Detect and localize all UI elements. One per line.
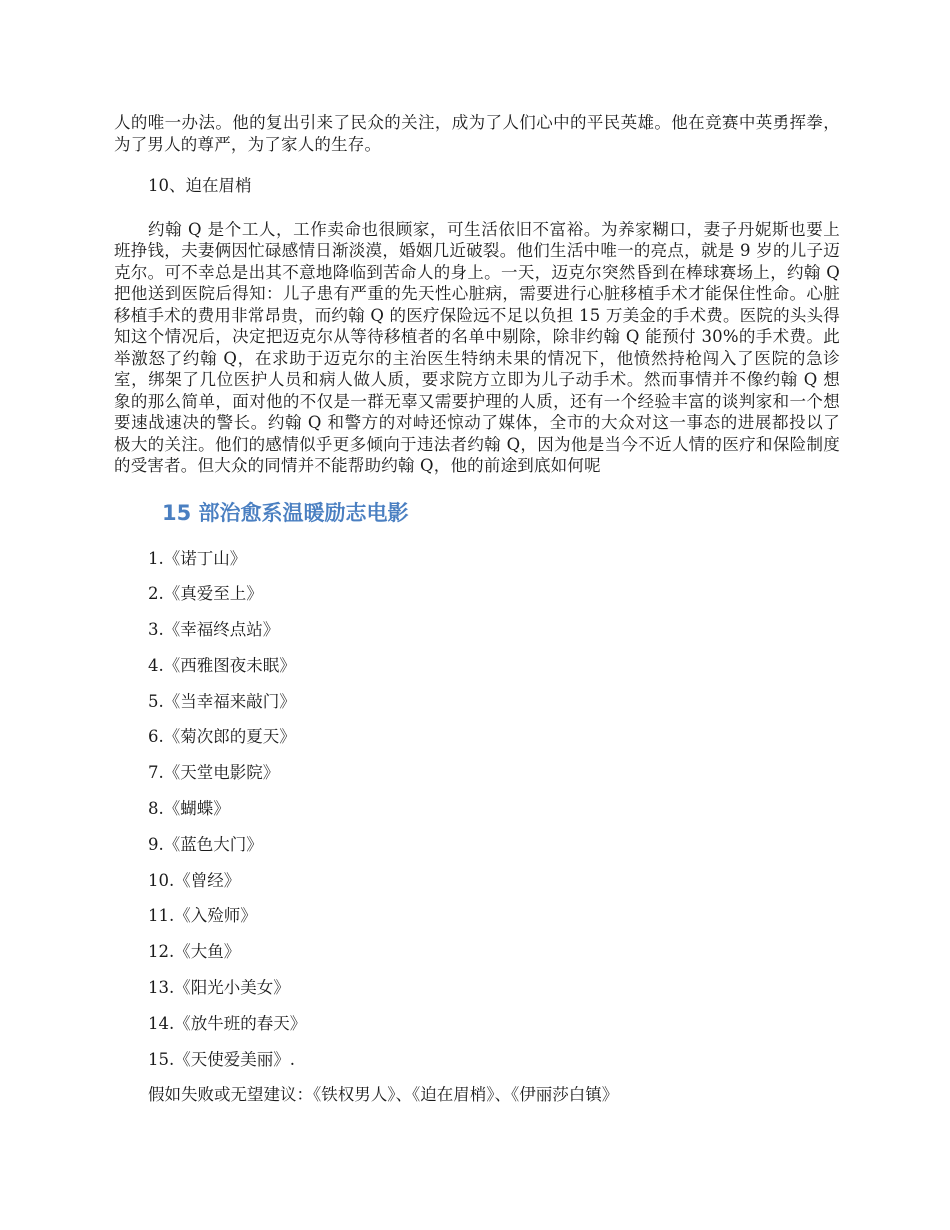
film-list bbox=[114, 548, 840, 1071]
film-list-item: 2.《真爱至上》 bbox=[148, 584, 263, 604]
subheading-item-10: 10、迫在眉梢 bbox=[148, 176, 252, 195]
film-list-item: 4.《西雅图夜未眠》 bbox=[148, 655, 296, 675]
section-title: 15 部治愈系温暖励志电影 bbox=[162, 500, 409, 525]
film-list-item: 6.《菊次郎的夏天》 bbox=[148, 727, 296, 747]
film-list-item: 8.《蝴蝶》 bbox=[148, 799, 230, 819]
film-list-item: 5.《当幸福来敲门》 bbox=[148, 691, 296, 711]
film-list-item: 7.《天堂电影院》 bbox=[148, 763, 280, 783]
film-list-item: 9.《蓝色大门》 bbox=[148, 834, 263, 854]
suggestion-line: 假如失败或无望建议：《铁权男人》、《迫在眉梢》、《伊丽莎白镇》 bbox=[148, 1085, 619, 1105]
film-list-item: 11.《入殓师》 bbox=[148, 906, 257, 926]
film-list-item: 12.《大鱼》 bbox=[148, 942, 241, 962]
body-paragraph: 约翰 Q 是个工人，工作卖命也很顾家，可生活依旧不富裕。为养家糊口，妻子丹妮斯也要上班挣钱，夫妻俩因忙碌感情日渐淡漠，婚姻几近破裂。他们生活中唯一的亮点，就是 9 岁的儿子迈克尔。可不幸总是出其不意地降临到苦命人的身上。一天，迈克尔突然昏到在棒球赛场上，约翰 Q 把他送到医院后得知：儿子患有严重的先天性心脏病，需要进行心脏移植手术才能保住性命。心脏移植手术的费用非常昂贵，而约翰 Q 的医疗保险远不足以负担 15 万美金的手术费。医院的头头得知这个情况后，决定把迈克尔从等待移植者的名单中剔除，除非约翰 Q 能预付 30%的手术费。此举激怒了约翰 Q，在求助于迈克尔的主治医生特纳未果的情况下，他愤然持枪闯入了医院的急诊室，绑架了几位医护人员和病人做人质，要求院方立即为儿子动手术。然而事情并不像约翰 Q 想象的那么简单，面对他的不仅是一群无辜又需要护理的人质，还有一个经验丰富的谈判家和一个想要速战速决的警长。约翰 Q 和警方的对峙还惊动了媒体，全市的大众对这一事态的进展都投以了极大的关注。他们的感情似乎更多倾向于违法者约翰 Q，因为他是当今不近人情的医疗和保险制度的受害者。但大众的同情并不能帮助约翰 Q，他的前途到底如何呢 bbox=[114, 219, 840, 475]
film-list-item: 1.《诺丁山》 bbox=[148, 548, 247, 568]
film-list-item: 3.《幸福终点站》 bbox=[148, 620, 280, 640]
film-list-item: 14.《放牛班的春天》 bbox=[148, 1013, 307, 1033]
document-page bbox=[114, 112, 840, 1106]
intro-paragraph: 人的唯一办法。他的复出引来了民众的关注，成为了人们心中的平民英雄。他在竞赛中英勇挥拳，为了男人的尊严，为了家人的生存。 bbox=[114, 113, 840, 154]
film-list-item: 15.《天使爱美丽》. bbox=[148, 1049, 295, 1069]
film-list-item: 13.《阳光小美女》 bbox=[148, 978, 290, 998]
film-list-item: 10.《曾经》 bbox=[148, 870, 241, 890]
